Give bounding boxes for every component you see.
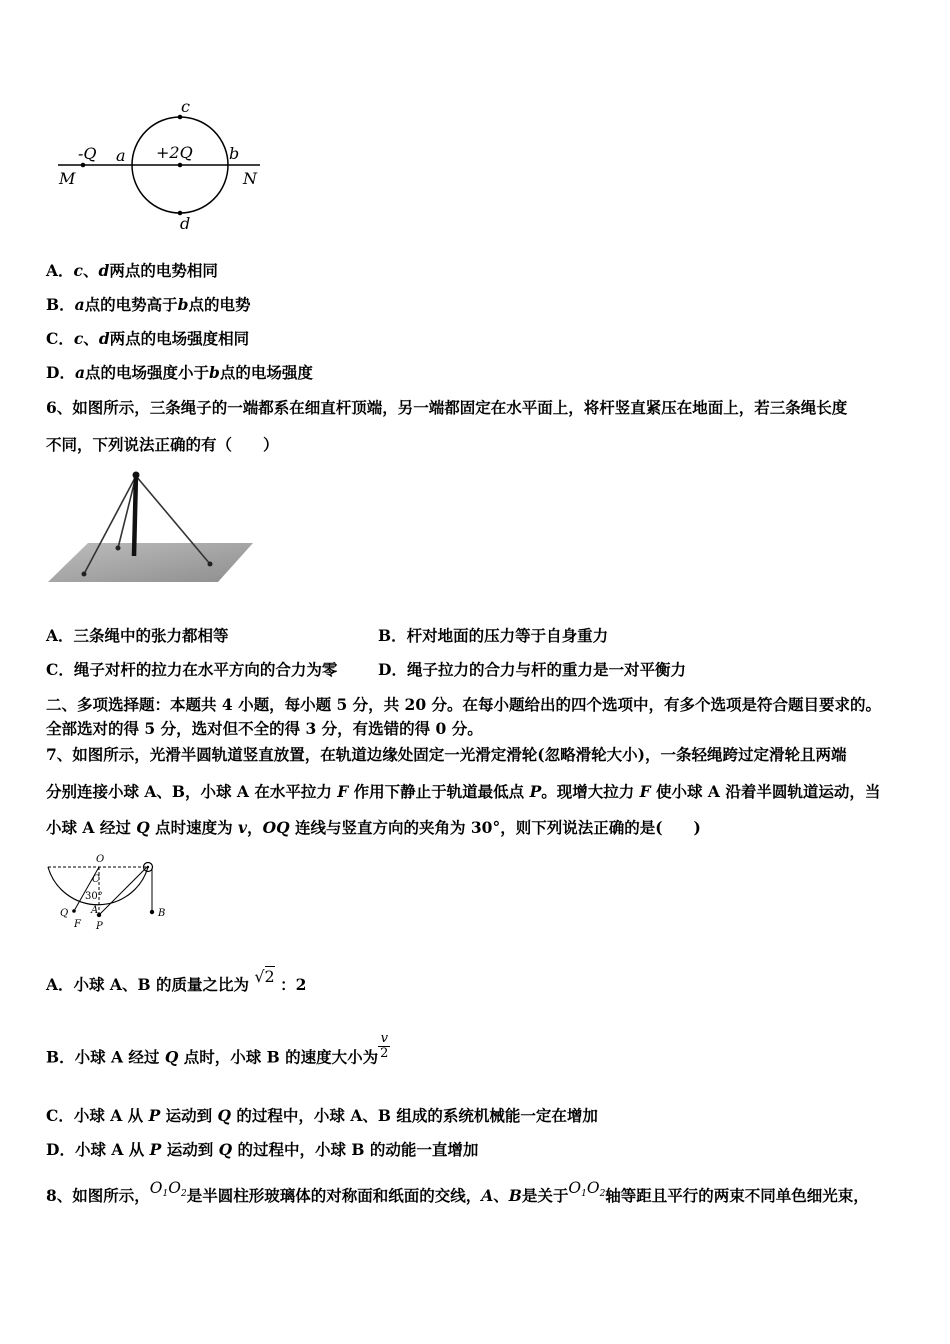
fig7-label-a: A <box>91 905 99 916</box>
point-q <box>72 909 76 913</box>
label-m: M <box>59 169 76 188</box>
fig7-label-p: P <box>96 921 103 932</box>
label-pos-2q: +2Q <box>156 143 193 162</box>
q7-option-b: B．小球 A 经过 Q 点时，小球 B 的速度大小为 $\frac{v}{2}$ <box>46 1031 389 1067</box>
q7-option-c: C．小球 A 从 P 运动到 Q 的过程中，小球 A、B 组成的系统机械能一定在增加 <box>46 1106 598 1125</box>
rod-ropes-figure <box>48 466 254 588</box>
fig7-label-f: F <box>74 919 81 930</box>
label-neg-q: -Q <box>78 144 97 163</box>
q6-option-b: B．杆对地面的压力等于自身重力 <box>378 626 609 645</box>
q7-option-d: D．小球 A 从 P 运动到 Q 的过程中，小球 B 的动能一直增加 <box>46 1140 479 1159</box>
label-a: a <box>116 146 126 165</box>
sqrt-expression: √2 <box>254 967 275 986</box>
q7-stem-line1: 7、如图所示，光滑半圆轨道竖直放置，在轨道边缘处固定一光滑定滑轮(忽略滑轮大小)，一条轻绳跨过定滑轮且两端 <box>46 745 847 764</box>
point-center <box>178 163 183 168</box>
label-d: d <box>180 214 191 233</box>
fig7-label-q: Q <box>60 908 69 919</box>
q6-stem-line2: 不同，下列说法正确的有（ ） <box>46 435 279 454</box>
section2-heading-line1: 二、多项选择题：本题共 4 小题，每小题 5 分，共 20 分。在每小题给出的四个选项中，有多个选项是符合题目要求的。 <box>46 695 882 714</box>
q7-stem-line2: 分别连接小球 A、B，小球 A 在水平拉力 F 作用下静止于轨道最低点 P。现增大拉力 F 使小球 A 沿着半圆轨道运动，当 <box>46 782 881 801</box>
rod-top <box>133 472 140 479</box>
fig7-label-angle: 30° <box>85 891 103 902</box>
label-b: b <box>229 144 240 163</box>
q6-option-a: A．三条绳中的张力都相等 <box>46 626 229 645</box>
fig7-label-o: O <box>96 854 105 865</box>
pulley-axle <box>147 866 149 868</box>
charge-circle-figure <box>50 95 270 240</box>
q6-option-c: C．绳子对杆的拉力在水平方向的合力为零 <box>46 660 338 679</box>
ball-b <box>150 910 154 914</box>
q7-stem-line3: 小球 A 经过 Q 点时速度为 v，OQ 连线与竖直方向的夹角为 30°，则下列说法正确的是( ) <box>46 818 701 837</box>
anchor-2 <box>116 546 121 551</box>
rod <box>134 474 136 556</box>
fig7-label-c: C <box>92 874 100 885</box>
o1o2-symbol: $O_1O_2$ <box>149 1179 187 1199</box>
q7-option-a: A．小球 A、B 的质量之比为 √2 ：2 <box>46 967 307 994</box>
ground-plane <box>48 543 253 582</box>
q6-option-d: D．绳子拉力的合力与杆的重力是一对平衡力 <box>378 660 686 679</box>
rope-pb <box>99 866 148 915</box>
q6-stem-line1: 6、如图所示，三条绳子的一端都系在细直杆顶端，另一端都固定在水平面上，将杆竖直紧压在地面上，若三条绳长度 <box>46 398 848 417</box>
fraction-v-over-2: $\frac{v}{2}$ <box>380 1031 389 1061</box>
q5-option-d: D．a点的电场强度小于b点的电场强度 <box>46 363 313 382</box>
section2-heading-line2: 全部选对的得 5 分，选对但不全的得 3 分，有选错的得 0 分。 <box>46 719 483 738</box>
semicircle-track-figure <box>44 852 180 936</box>
point-neg-q <box>81 163 86 168</box>
anchor-3 <box>208 562 213 567</box>
q5-option-b: B．a点的电势高于b点的电势 <box>46 295 251 314</box>
q5-option-a: A．c、d两点的电势相同 <box>46 261 218 280</box>
o1o2-symbol-2: $O_1O_2$ <box>568 1179 606 1199</box>
anchor-1 <box>82 572 87 577</box>
label-n: N <box>243 169 257 188</box>
q5-option-c: C．c、d两点的电场强度相同 <box>46 329 250 348</box>
q8-stem-line1: 8、如图所示，$O_1O_2$是半圆柱形玻璃体的对称面和纸面的交线，A、B是关于$O_1O_2$轴等距且平行的两束不同单色细光束， <box>46 1179 869 1205</box>
label-c: c <box>181 97 190 116</box>
fig7-label-b: B <box>158 908 166 919</box>
